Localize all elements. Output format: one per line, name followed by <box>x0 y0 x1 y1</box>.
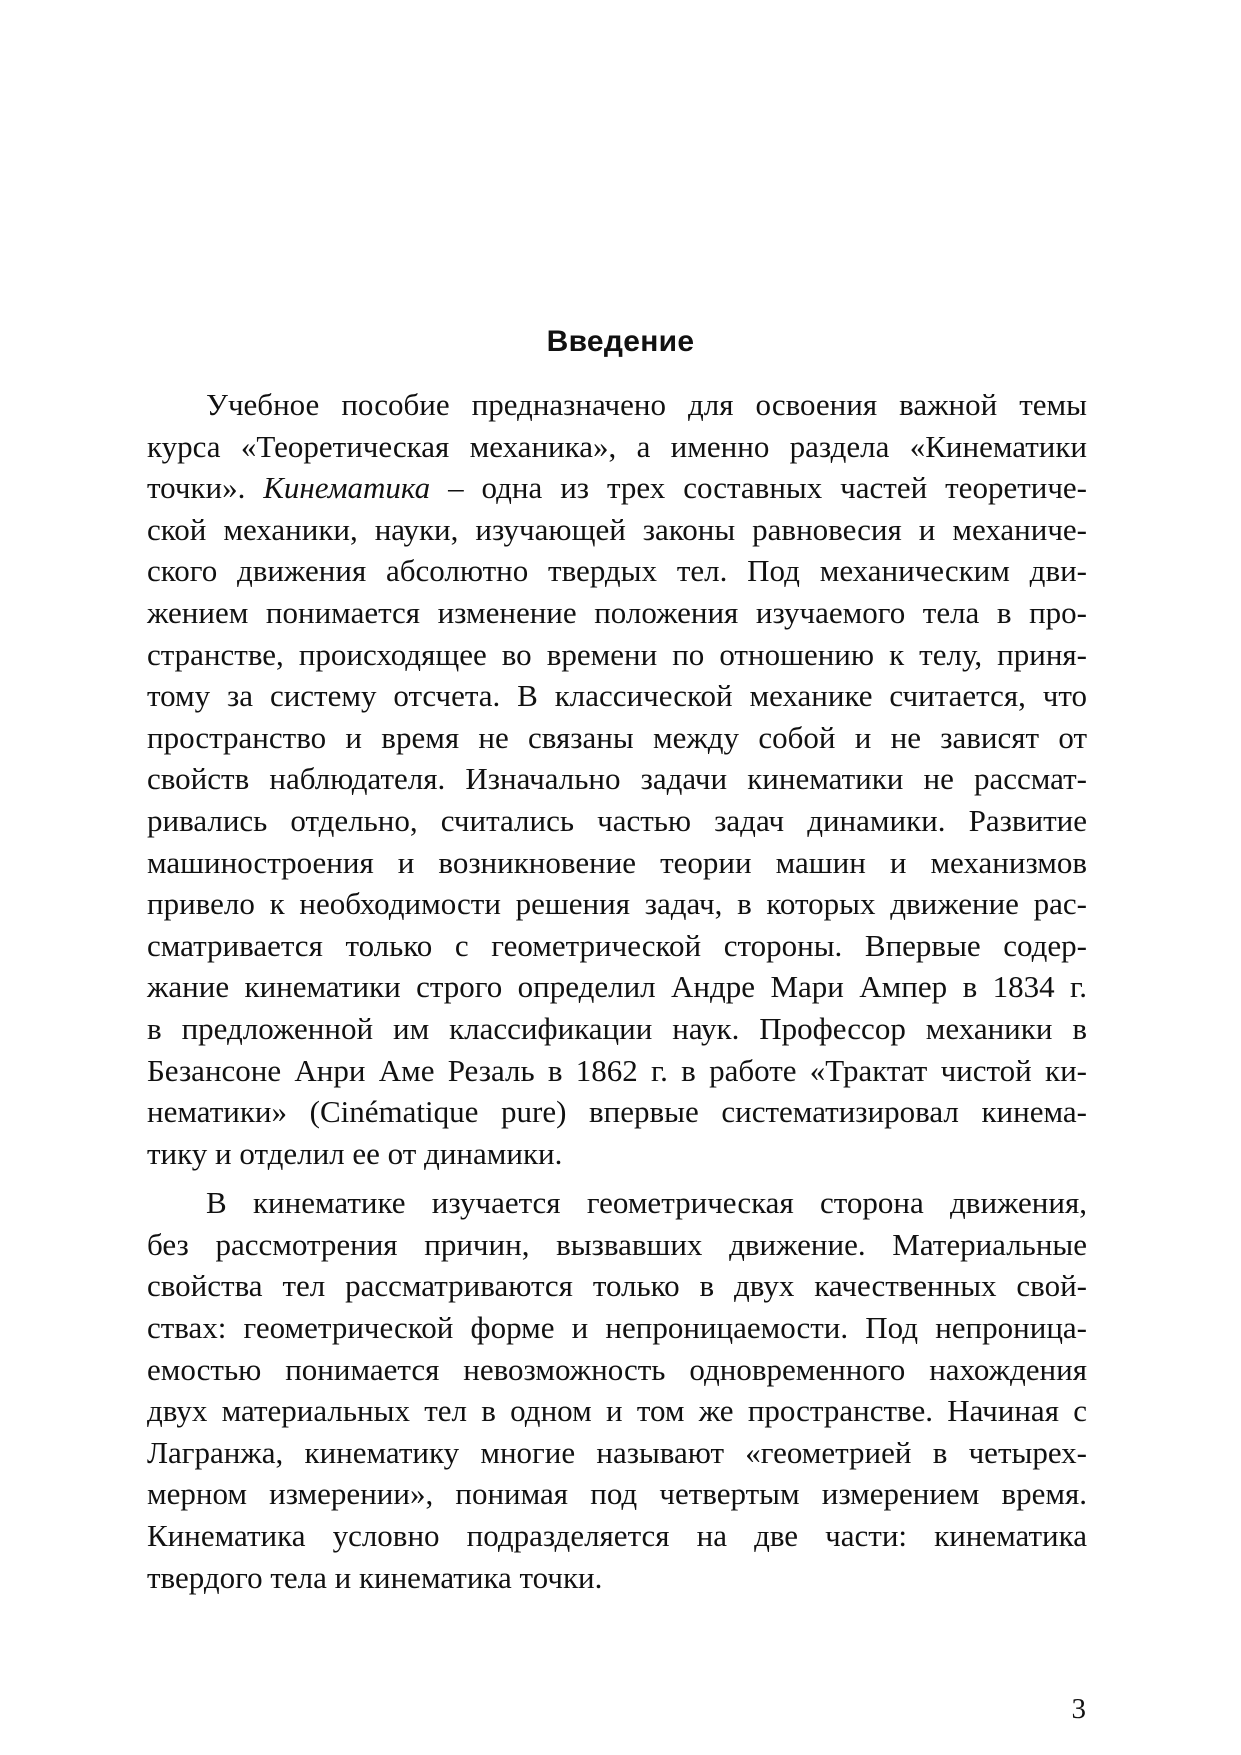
body-text <box>147 384 1087 1598</box>
text-line: жением понимается изменение положения изучаемого тела в про- <box>147 594 1087 630</box>
text-line: твердого тела и кинематика точки. <box>147 1559 603 1595</box>
text-fragment: – одна из трех составных частей теоретиче- <box>448 470 1088 506</box>
text-line: в предложенной им классификации наук. Профессор механики в <box>147 1010 1087 1046</box>
text-line: мерном измерении», понимая под четвертым измерением время. <box>147 1476 1087 1512</box>
text-line: без рассмотрения причин, вызвавших движение. Материальные <box>147 1226 1087 1262</box>
text-line: двух материальных тел в одном и том же пространстве. Начиная с <box>147 1393 1087 1429</box>
text-line: емостью понимается невозможность одновременного нахождения <box>147 1351 1087 1387</box>
text-line: ского движения абсолютно твердых тел. Под механическим дви- <box>147 553 1087 589</box>
text-line: пространство и время не связаны между собой и не зависят от <box>147 719 1087 755</box>
text-line: тику и отделил ее от динамики. <box>147 1135 563 1171</box>
paragraph-2 <box>147 1182 1087 1598</box>
text-line: В кинематике изучается геометрическая сторона движения, <box>206 1185 1087 1221</box>
text-line: ривались отдельно, считались частью задач динамики. Развитие <box>147 802 1087 838</box>
text-line: привело к необходимости решения задач, в которых движение рас- <box>147 886 1087 922</box>
text-line: странстве, происходящее во времени по отношению к телу, приня- <box>147 636 1087 672</box>
text-line: ской механики, науки, изучающей законы равновесия и механиче- <box>147 511 1087 547</box>
text-line: тому за систему отсчета. В классической механике считается, что <box>147 678 1087 714</box>
page-title: Введение <box>546 325 695 358</box>
page-number: 3 <box>1071 1693 1086 1725</box>
text-line: Лагранжа, кинематику многие называют «геометрией в четырех- <box>147 1434 1087 1470</box>
text-line: ствах: геометрической форме и непроницаемости. Под непроница- <box>147 1310 1087 1346</box>
text-line: Безансоне Анри Аме Резаль в 1862 г. в работе «Трактат чистой ки- <box>147 1052 1087 1088</box>
text-line: сматривается только с геометрической стороны. Впервые содер- <box>147 927 1087 963</box>
italic-term: Кинематика <box>263 470 431 506</box>
text-line: нематики» (Cinématique pure) впервые систематизировал кинема- <box>147 1094 1087 1130</box>
text-line: жание кинематики строго определил Андре Мари Ампер в 1834 г. <box>147 969 1087 1005</box>
text-line: машиностроения и возникновение теории машин и механизмов <box>147 844 1087 880</box>
text-line <box>147 467 1087 509</box>
text-line: Кинематика условно подразделяется на две части: кинематика <box>147 1518 1087 1554</box>
text-line: свойства тел рассматриваются только в двух качественных свой- <box>147 1268 1087 1304</box>
text-fragment: точки». <box>147 470 246 506</box>
text-line: курса «Теоретическая механика», а именно раздела «Кинематики <box>147 428 1087 464</box>
text-line: свойств наблюдателя. Изначально задачи кинематики не рассмат- <box>147 761 1087 797</box>
text-line: Учебное пособие предназначено для освоения важной темы <box>206 387 1087 422</box>
paragraph-1 <box>147 384 1087 1174</box>
